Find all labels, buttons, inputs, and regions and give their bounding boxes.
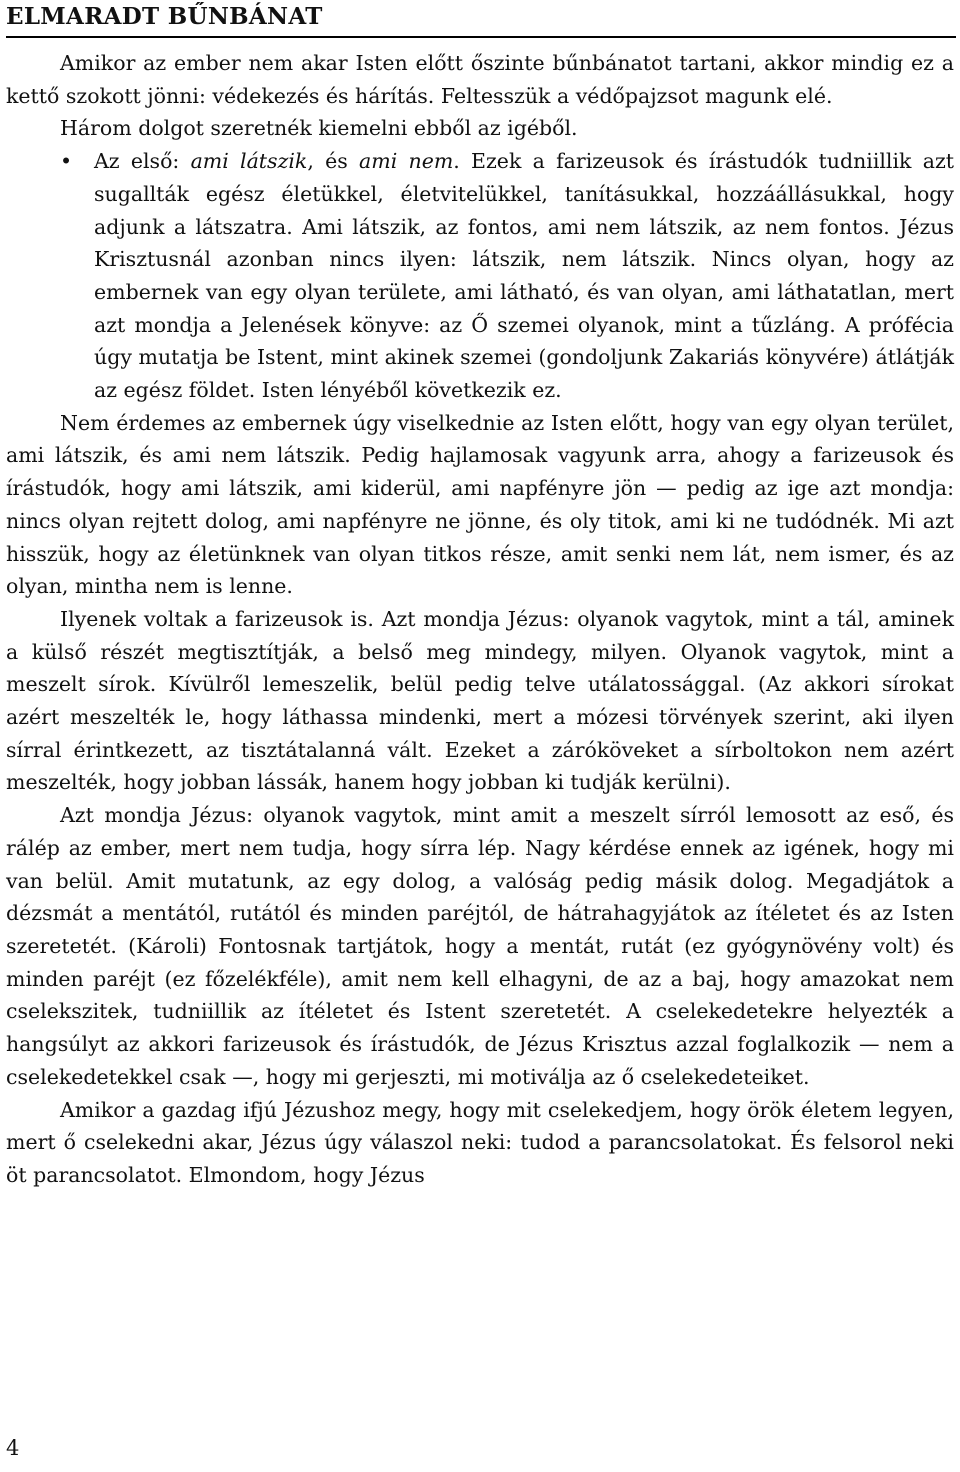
paragraph-three-things: Három dolgot szeretnék kiemelni ebből az igéből. bbox=[60, 116, 578, 141]
paragraph-jesus-says: Azt mondja Jézus: olyanok vagytok, mint amit a meszelt sírról lemosott az eső, és rálép az ember, mert nem tudja, hogy sírra lép. Nagy kérdése ennek az igének, hogy mi van belül. Amit mutatunk, az egy dolog, a valóság pedig másik dolog. Megadjátok a dézsmát a mentától, rutától és minden paréjtól, de hátrahagyjátok az ítéletet és az Isten szeretetét. (Károli) Fontosnak tartjátok, hogy a mentát, rutát (ez gyógynövény volt) és minden paréjt (ez főzelékféle), amit nem kell elhagyni, de az a baj, hogy amazokat nem cselekszitek, tudniillik az ítéletet és Istent szeretetét. A cselekedetekre helyezték a hangsúlyt az akkori farizeusok és írástudók, de Jézus Krisztus azzal foglalkozik — nem a cselekedetekkel csak —, hogy mi gerjeszti, mi motiválja az ő cselekedeteiket. bbox=[6, 803, 954, 1089]
page-number: 4 bbox=[6, 1436, 20, 1460]
paragraph-intro: Amikor az ember nem akar Isten előtt őszinte bűnbánatot tartani, akkor mindig ez a kettő szokott jönni: védekezés és hárítás. Feltesszük a védőpajzsot magunk elé. bbox=[6, 51, 954, 108]
paragraph-pharisees: Ilyenek voltak a farizeusok is. Azt mondja Jézus: olyanok vagytok, mint a tál, aminek a külső részét megtisztítják, a belső meg mindegy, milyen. Olyanok vagytok, mint a meszelt sírok. Kívülről lemeszelik, belül pedig telve utálatossággal. (Az akkori sírokat azért meszelték le, hogy láthassa mindenki, mert a mózesi törvények szerint, aki ilyen sírral érintkezett, az tisztátalanná vált. Ezeket a záróköveket a sírboltokon nem azért meszelték, hogy jobban lássák, hanem hogy jobban ki tudják kerülni). bbox=[6, 606, 954, 795]
bullet-emphasis-visible: ami látszik bbox=[190, 149, 308, 174]
bullet-lead: Az első: bbox=[94, 149, 191, 174]
paragraph-rich-young-man: Amikor a gazdag ifjú Jézushoz megy, hogy mit cselekedjem, hogy örök életem legyen, mert ő cselekedni akar, Jézus úgy válaszol neki: tudod a parancsolatokat. És felsorol neki öt parancsolatot. Elmondom, hogy Jézus bbox=[6, 1097, 954, 1187]
bullet-mid: , és bbox=[307, 149, 360, 174]
bullet-text bbox=[94, 145, 954, 407]
bullet-item-first bbox=[6, 145, 954, 407]
bullet-icon: • bbox=[60, 149, 73, 174]
paragraph-not-worth: Nem érdemes az embernek úgy viselkednie az Isten előtt, hogy van egy olyan terület, ami látszik, és ami nem látszik. Pedig hajlamosak vagyunk arra, ahogy a farizeusok és írástudók, hogy ami látszik, ami kiderül, ami napfényre jön — pedig az ige azt mondja: nincs olyan rejtett dolog, ami napfényre ne jönne, és oly titok, ami ki ne tudódnék. Mi azt hisszük, hogy az életünknek van olyan titkos része, amit senki nem lát, nem ismer, és az olyan, mintha nem is lenne. bbox=[6, 410, 954, 599]
chapter-title: ELMARADT BŰNBÁNAT bbox=[6, 2, 956, 38]
bullet-rest: . Ezek a farizeusok és írástudók tudniillik azt sugallták egész életükkel, életvitelükkel, tanításukkal, hozzáállásukkal, hogy adjunk a látszatra. Ami látszik, az fontos, ami nem látszik, az nem fontos. Jézus Krisztusnál azonban nincs ilyen: látszik, nem látszik. Nincs olyan, hogy az embernek van egy olyan területe, ami látható, és van olyan, ami láthatatlan, mert azt mondja a Jelenések könyve: az Ő szemei olyanok, mint a tűzláng. A prófécia úgy mutatja be Istent, mint akinek szemei (gondoljunk Zakariás könyvére) átlátják az egész földet. Isten lényéből következik ez. bbox=[94, 149, 954, 403]
body-text bbox=[6, 47, 954, 1192]
bullet-emphasis-hidden: ami nem bbox=[359, 149, 454, 174]
